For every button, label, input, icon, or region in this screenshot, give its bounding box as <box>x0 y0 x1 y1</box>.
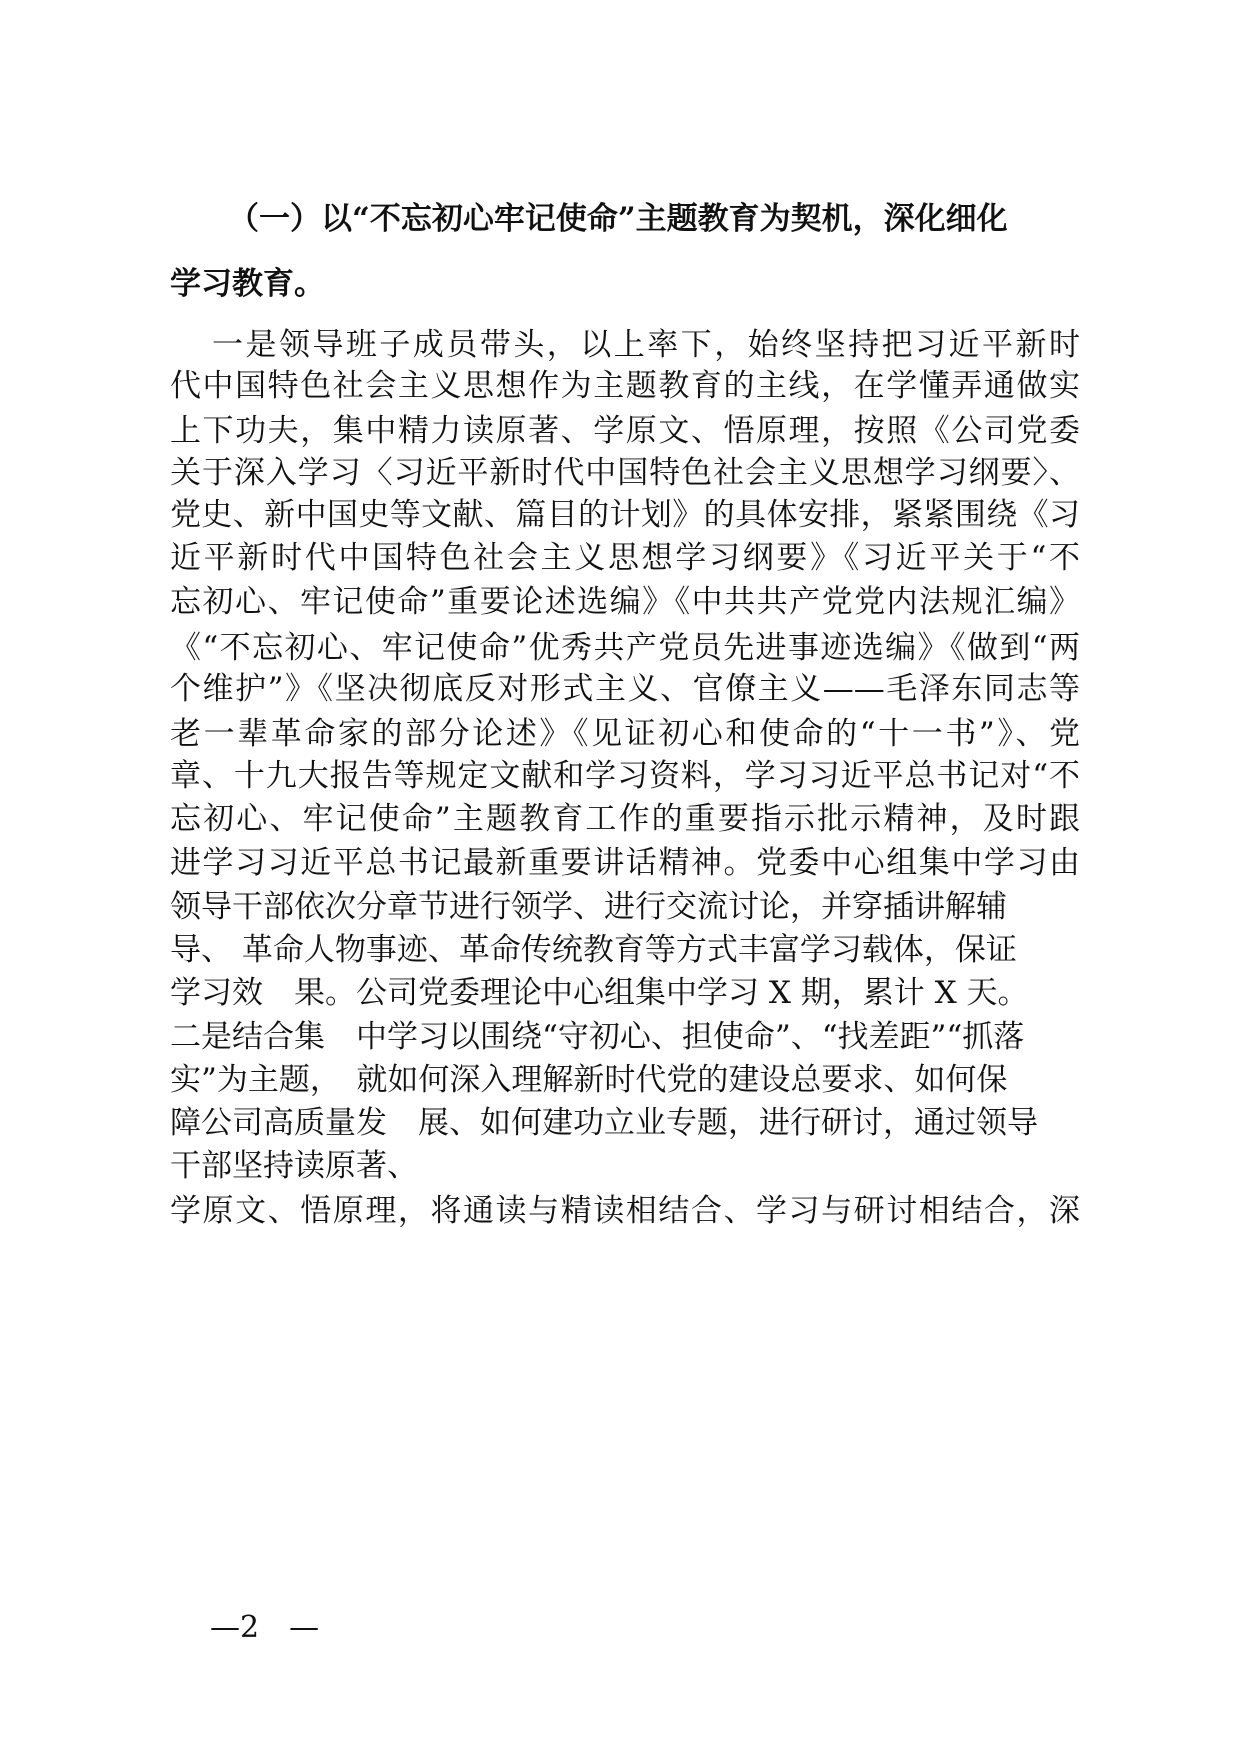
paragraph-line: 导、 革命人物事迹、革命传统教育等方式丰富学习载体，保证 <box>170 932 1017 968</box>
paragraph-line: 上下功夫，集中精力读原著、学原文、悟原理，按照《公司党委 <box>170 413 1080 449</box>
paragraph-line: 关于深入学习〈习近平新时代中国特色社会主义思想学习纲要〉、 <box>170 455 1080 491</box>
paragraph-line: 老一辈革命家的部分论述》《见证初心和使命的“十一书”》、党 <box>170 716 1080 752</box>
paragraph-line: 忘初心、牢记使命”重要论述选编》《中共共产党党内法规汇编》 <box>170 584 1080 620</box>
paragraph-line: 学原文、悟原理，将通读与精读相结合、学习与研讨相结合，深 <box>170 1193 1080 1229</box>
paragraph-line: 二是结合集 中学习以围绕“守初心、担使命”、“找差距”“抓落 <box>170 1019 1025 1055</box>
section-heading-line-2: 学习教育。 <box>170 266 325 302</box>
paragraph-line: 党史、新中国史等文献、篇目的计划》的具体安排，紧紧围绕《习 <box>170 497 1080 533</box>
paragraph-line: 个维护”》《坚决彻底反对形式主义、官僚主义——毛泽东同志等 <box>170 671 1080 707</box>
paragraph-line: 近平新时代中国特色社会主义思想学习纲要》《习近平关于“不 <box>170 540 1080 576</box>
paragraph-line: 《“不忘初心、牢记使命”优秀共产党员先进事迹选编》《做到“两 <box>170 630 1080 666</box>
paragraph-line: 领导干部依次分章节进行领学、进行交流讨论，并穿插讲解辅 <box>170 889 1007 925</box>
page-number: —2 — <box>210 1610 320 1645</box>
paragraph-line: 学习效 果。公司党委理论中心组集中学习 X 期，累计 X 天。 <box>170 975 1029 1011</box>
paragraph-line: 代中国特色社会主义思想作为主题教育的主线，在学懂弄通做实 <box>170 368 1080 404</box>
paragraph-line: 进学习习近平总书记最新重要讲话精神。党委中心组集中学习由 <box>170 845 1080 881</box>
section-heading-line-1: （一）以“不忘初心牢记使命”主题教育为契机，深化细化 <box>228 201 1008 237</box>
paragraph-line: 障公司高质量发 展、如何建功立业专题，进行研讨，通过领导 <box>170 1105 1038 1141</box>
paragraph-line: 实”为主题， 就如何深入理解新时代党的建设总要求、如何保 <box>170 1062 1008 1098</box>
paragraph-line: 章、十九大报告等规定文献和学习资料，学习习近平总书记对“不 <box>170 758 1080 794</box>
paragraph-line: 一是领导班子成员带头，以上率下，始终坚持把习近平新时 <box>212 327 1080 363</box>
paragraph-line: 干部坚持读原著、 <box>170 1148 418 1184</box>
paragraph-line: 忘初心、牢记使命”主题教育工作的重要指示批示精神，及时跟 <box>170 801 1080 837</box>
